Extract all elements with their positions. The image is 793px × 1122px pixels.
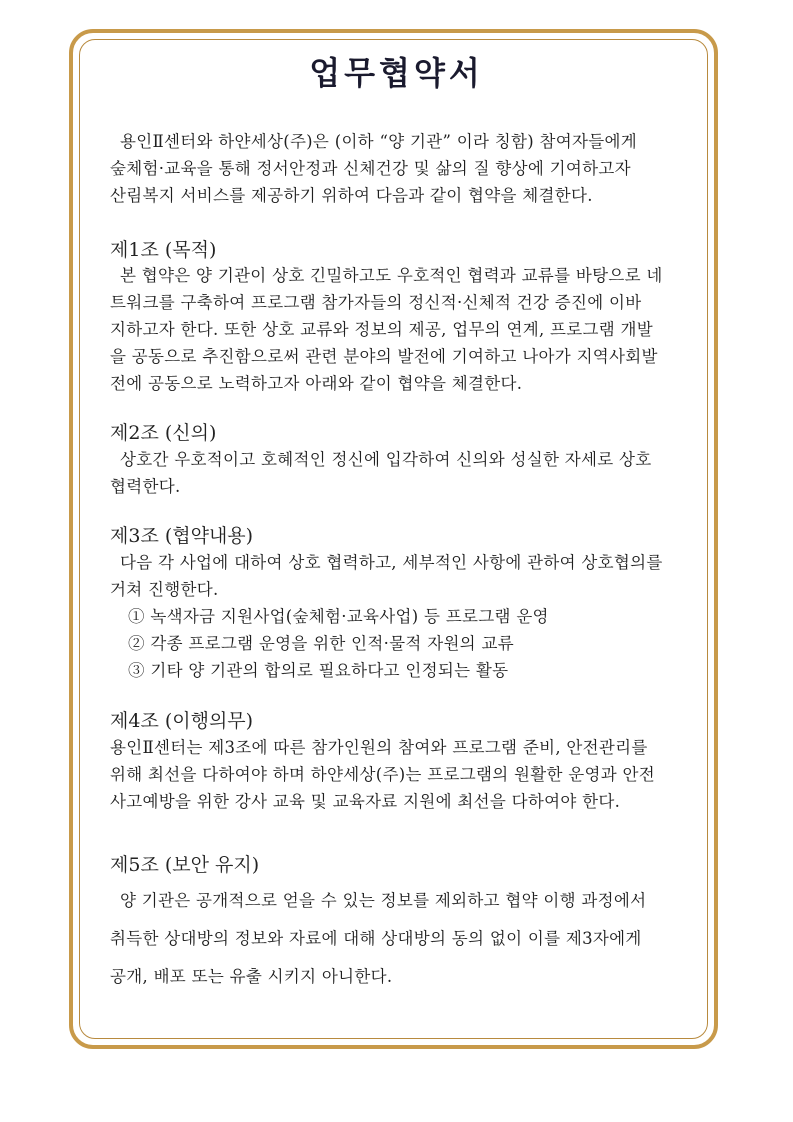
article-line: 다음 각 사업에 대하여 상호 협력하고, 세부적인 사항에 관하여 상호협의를 [120, 553, 663, 572]
article-line: 전에 공동으로 노력하고자 아래와 같이 협약을 체결한다. [110, 374, 523, 393]
article-2-body [110, 446, 690, 500]
article-3-heading: 제3조 (협약내용) [110, 525, 254, 547]
article-line: 용인Ⅱ센터는 제3조에 따른 참가인원의 참여와 프로그램 준비, 안전관리를 [110, 738, 648, 757]
article-line: 본 협약은 양 기관이 상호 긴밀하고도 우호적인 협력과 교류를 바탕으로 네 [120, 266, 663, 285]
article-list-item: ③ 기타 양 기관의 합의로 필요하다고 인정되는 활동 [128, 661, 509, 680]
article-3-body [110, 549, 690, 684]
article-1-heading: 제1조 (목적) [110, 239, 217, 261]
article-line: 양 기관은 공개적으로 얻을 수 있는 정보를 제외하고 협약 이행 과정에서 [120, 891, 647, 910]
article-5-body [110, 881, 690, 995]
article-line: 거쳐 진행한다. [110, 580, 219, 599]
intro-paragraph [110, 128, 690, 209]
article-line: 지하고자 한다. 또한 상호 교류와 정보의 제공, 업무의 연계, 프로그램 개발 [110, 320, 654, 339]
article-2-heading: 제2조 (신의) [110, 422, 217, 444]
document-title: 업무협약서 [309, 54, 484, 92]
intro-line: 숲체험·교육을 통해 정서안정과 신체건강 및 삶의 질 향상에 기여하고자 [110, 159, 631, 178]
article-line: 트워크를 구축하여 프로그램 참가자들의 정신적·신체적 건강 증진에 이바 [110, 293, 642, 312]
article-list-item: ② 각종 프로그램 운영을 위한 인적·물적 자원의 교류 [128, 634, 514, 653]
article-5-heading: 제5조 (보안 유지) [110, 854, 260, 876]
article-line: 협력한다. [110, 477, 181, 496]
intro-line: 산림복지 서비스를 제공하기 위하여 다음과 같이 협약을 체결한다. [110, 186, 593, 205]
article-4-body [110, 734, 690, 815]
article-line: 상호간 우호적이고 호혜적인 정신에 입각하여 신의와 성실한 자세로 상호 [120, 450, 652, 469]
intro-line: 용인Ⅱ센터와 하얀세상(주)은 (이하 “양 기관” 이라 칭함) 참여자들에게 [120, 132, 637, 151]
article-line: 사고예방을 위한 강사 교육 및 교육자료 지원에 최선을 다하여야 한다. [110, 792, 621, 811]
article-line: 공개, 배포 또는 유출 시키지 아니한다. [110, 967, 393, 986]
article-line: 취득한 상대방의 정보와 자료에 대해 상대방의 동의 없이 이를 제3자에게 [110, 929, 642, 948]
article-line: 을 공동으로 추진함으로써 관련 분야의 발전에 기여하고 나아가 지역사회발 [110, 347, 658, 366]
article-4-heading: 제4조 (이행의무) [110, 710, 254, 732]
article-1-body [110, 262, 690, 397]
article-line: 위해 최선을 다하여야 하며 하얀세상(주)는 프로그램의 원활한 운영과 안전 [110, 765, 656, 784]
article-list-item: ① 녹색자금 지원사업(숲체험·교육사업) 등 프로그램 운영 [128, 607, 549, 626]
